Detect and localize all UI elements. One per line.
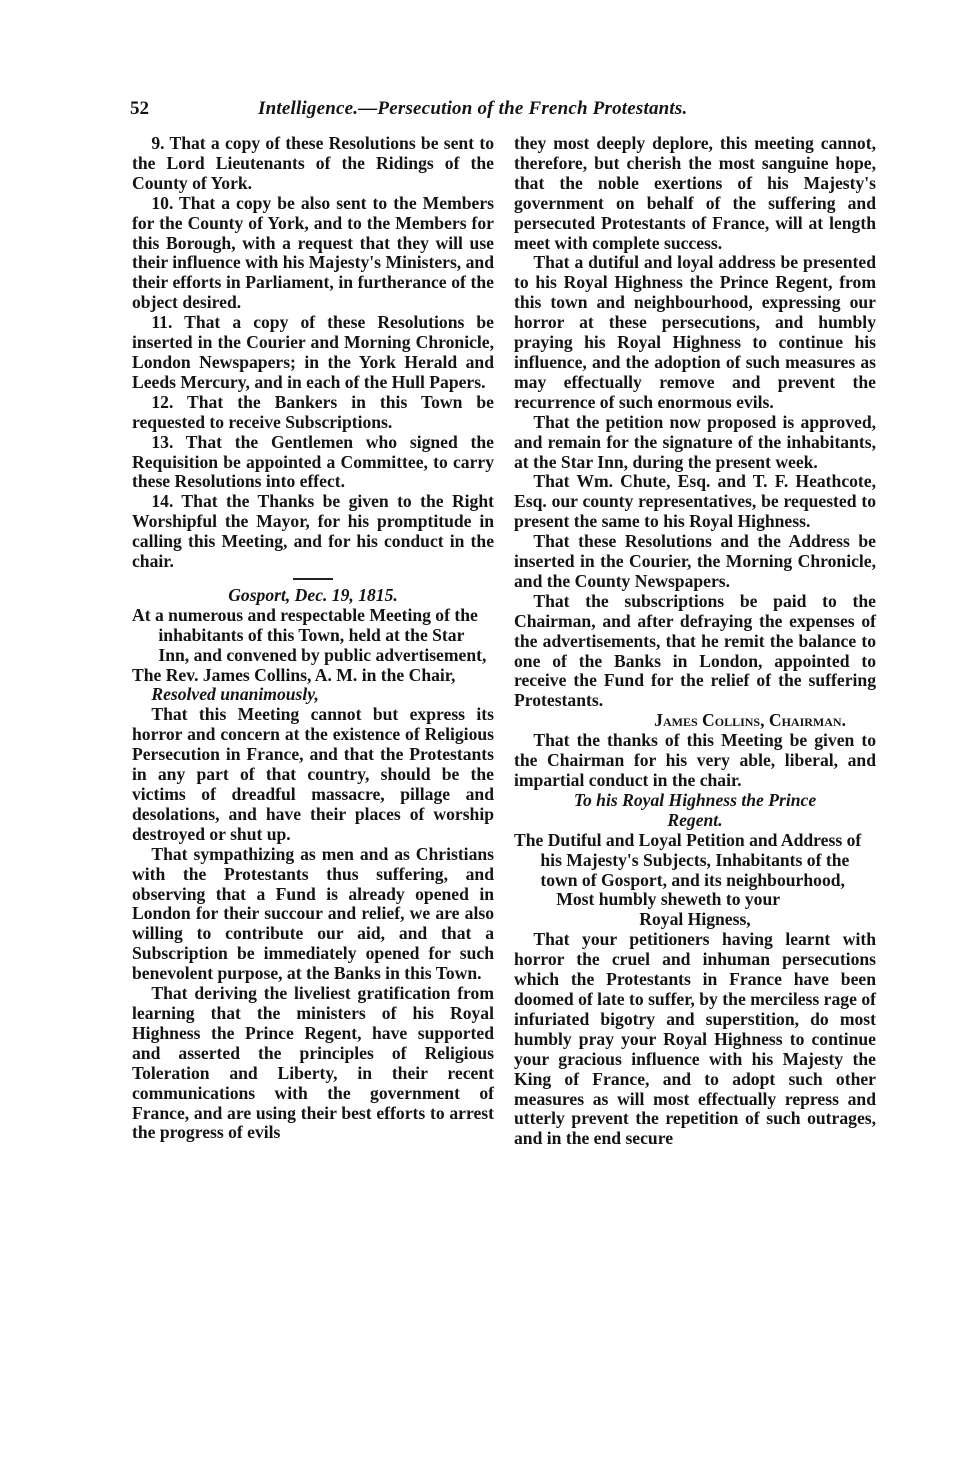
resolution-gratification-cont: they most deeply deplore, this meeting cannot, therefore, but cherish the most sanguine hope, that the noble exertions of his Majesty's government on behalf of the suffering and persecuted Protestants of France, will at length meet with complete success. bbox=[514, 133, 876, 253]
resolution-address: That a dutiful and loyal address be presented to his Royal Highness the Prince Regent, from this town and neighbourhood, expressing our horror at these persecutions, and humbly praying his Royal Highness to continue his influence, and the adoption of such measures as may effectually remove and prevent the recurrence of such enormous evils. bbox=[514, 252, 876, 412]
resolution-representatives: That Wm. Chute, Esq. and T. F. Heathcote, Esq. our county representatives, be requested to present the same to his Royal Highness. bbox=[514, 471, 876, 532]
running-head: Intelligence.—Persecution of the French Protestants. bbox=[258, 98, 688, 119]
resolution-petition: That the petition now proposed is approved, and remain for the signature of the inhabitants, at the Star Inn, during the present week. bbox=[514, 411, 876, 472]
right-column bbox=[514, 134, 876, 1149]
resolution-gratification: That deriving the liveliest gratification from learning that the ministers of his Royal Highness the Prince Regent, have supported and asserted the principles of Religious Toleration and Liberty, in their recent communications with the government of France, and are using their best efforts to arrest the progress of evils bbox=[132, 983, 494, 1143]
petition-title: The Dutiful and Loyal Petition and Address of his Majesty's Subjects, Inhabitants of the town of Gosport, and its neighbourhood, bbox=[514, 829, 862, 890]
address-heading-line2: Regent. bbox=[667, 809, 723, 830]
resolution-thanks: That the thanks of this Meeting be given to the Chairman for his very able, liberal, and impartial conduct in the chair. bbox=[514, 730, 876, 790]
address-heading-line1: To his Royal Highness the Prince bbox=[573, 789, 817, 810]
petition-body: That your petitioners having learnt with horror the cruel and inhuman persecutions which the Protestants in France have been doomed of late to suffer, by the merciless rage of infuriated bigotry and superstition, do most humbly pray your Royal Highness to continue your gracious influence with his Majesty the King of France, and to adopt such other measures as will most effectually repress and utterly prevent the repetition of such outrages, and in the end secure bbox=[514, 929, 876, 1149]
resolution-subscription: That sympathizing as men and as Christians with the Protestants thus suffering, and observing that a Fund is already opened in London for their succour and relief, we are also willing to contribute our aid, and that a Subscription be immediately opened for such benevolent purpose, at the Banks in this Town. bbox=[132, 843, 494, 984]
resolution-13: 13. That the Gentlemen who signed the Requisition be appointed a Committee, to carry these Resolutions into effect. bbox=[132, 431, 494, 492]
page-header bbox=[130, 98, 780, 124]
resolution-subscriptions-paid: That the subscriptions be paid to the Chairman, and after defraying the expenses of the advertisements, that he remit the balance to one of the Banks in London, appointed to receive the Fund for the relief of the suffering Protestants. bbox=[514, 590, 876, 711]
page-number: 52 bbox=[130, 98, 149, 119]
resolution-9: 9. That a copy of these Resolutions be sent to the Lord Lieutenants of the Ridings of the County of York. bbox=[132, 133, 494, 193]
resolution-14: 14. That the Thanks be given to the Right Worshipful the Mayor, for his promptitude in calling this Meeting, and for his conduct in the chair. bbox=[132, 491, 494, 572]
dateline: Gosport, Dec. 19, 1815. bbox=[228, 584, 398, 605]
left-column bbox=[132, 134, 494, 1143]
meeting-intro: At a numerous and respectable Meeting of the inhabitants of this Town, held at the Star Inn, and convened by public advertisement, bbox=[132, 604, 487, 665]
resolved-heading: Resolved unanimously, bbox=[151, 684, 319, 705]
sheweth-line2: Royal Higness, bbox=[639, 909, 751, 930]
resolution-12: 12. That the Bankers in this Town be requested to receive Subscriptions. bbox=[132, 391, 494, 432]
sheweth-line1: Most humbly sheweth to your bbox=[556, 889, 781, 910]
resolution-10: 10. That a copy be also sent to the Members for the County of York, and to the Members for this Borough, with a request that they will use their influence with his Majesty's Ministers, and their efforts in Parliament, in furtherance of the object desired. bbox=[132, 192, 494, 313]
section-divider bbox=[293, 578, 333, 580]
resolution-newspapers: That these Resolutions and the Address be inserted in the Courier, the Morning Chronicle, and the County Newspapers. bbox=[514, 531, 876, 591]
chair-line: The Rev. James Collins, A. M. in the Chair, bbox=[132, 664, 456, 685]
resolution-11: 11. That a copy of these Resolutions be inserted in the Courier and Morning Chronicle, London Newspapers; in the York Herald and Leeds Mercury, and in each of the Hull Papers. bbox=[132, 312, 494, 392]
resolution-horror: That this Meeting cannot but express its horror and concern at the existence of Religious Persecution in France, and that the Protestants in any part of that country, should be the victims of dreadful massacre, pillage and desolations, and have their places of worship destroyed or shut up. bbox=[132, 704, 494, 844]
chairman-signature: James Collins, Chairman. bbox=[654, 710, 846, 731]
